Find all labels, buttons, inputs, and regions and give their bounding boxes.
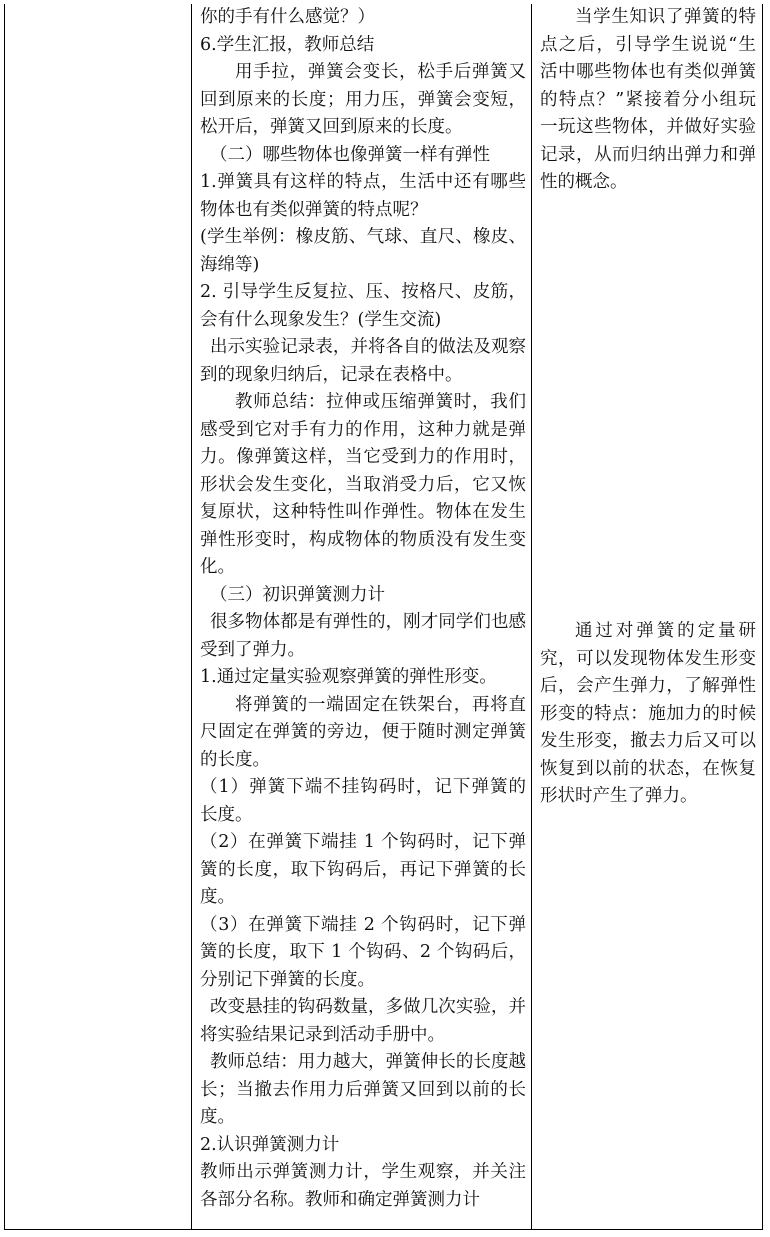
experiment-step: （1）弹簧下端不挂钩码时，记下弹簧的长度。 — [200, 777, 526, 825]
paragraph: 2. 引导学生反复拉、压、按格尺、皮筋，会有什么现象发生？(学生交流) — [200, 282, 526, 330]
section-heading: （二）哪些物体也像弹簧一样有弹性 — [210, 144, 490, 165]
paragraph: 你的手有什么感觉？） — [200, 7, 375, 27]
step-heading: 2.认识弹簧测力计 — [200, 1134, 340, 1155]
teaching-process-column — [200, 4, 526, 1214]
paragraph: 1.弹簧具有这样的特点，生活中还有哪些物体也有类似弹簧的特点呢？ — [200, 172, 526, 220]
paragraph: 很多物体都是有弹性的，刚才同学们也感受到了弹力。 — [200, 612, 526, 660]
teacher-summary: 教师总结：拉伸或压缩弹簧时，我们感受到它对手有力的作用，这种力就是弹力。像弹簧这样，当它受到力的作用时，形状会发生变化，当取消受力后，它又恢复原状，这种特性叫作弹性。物体在发生弹性形变时，构成物体的物质没有发生变化。 — [200, 392, 526, 577]
experiment-step: （2）在弹簧下端挂 1 个钩码时，记下弹簧的长度，取下钩码后，再记下弹簧的长度。 — [200, 832, 526, 907]
paragraph: 用手拉，弹簧会变长，松手后弹簧又回到原来的长度；用力压，弹簧会变短，松开后，弹簧又回到原来的长度。 — [200, 62, 526, 137]
paragraph: 出示实验记录表，并将各自的做法及观察到的现象归纳后，记录在表格中。 — [200, 337, 526, 385]
step-heading: 6.学生汇报，教师总结 — [200, 34, 375, 55]
paragraph: 改变悬挂的钩码数量，多做几次实验，并将实验结果记录到活动手册中。 — [200, 997, 526, 1045]
paragraph: 教师出示弹簧测力计，学生观察，并关注各部分名称。教师和确定弹簧测力计 — [200, 1162, 526, 1210]
column-divider — [191, 4, 192, 1230]
paragraph: 将弹簧的一端固定在铁架台，再将直尺固定在弹簧的旁边，便于随时测定弹簧的长度。 — [200, 694, 526, 770]
section-heading: （三）初识弹簧测力计 — [210, 584, 385, 605]
paragraph: (学生举例：橡皮筋、气球、直尺、橡皮、海绵等) — [200, 227, 526, 275]
design-intent-paragraph: 当学生知识了弹簧的特点之后，引导学生说说“生活中哪些物体也有类似弹簧的特点？”紧接着分小组玩一玩这些物体，并做好实验记录，从而归纳出弹力和弹性的概念。 — [540, 7, 756, 192]
column-divider — [531, 4, 532, 1230]
design-intent-column — [540, 4, 756, 806]
experiment-step: （3）在弹簧下端挂 2 个钩码时，记下弹簧的长度，取下 1 个钩码、2 个钩码后，分别记下弹簧的长度。 — [200, 914, 526, 990]
design-intent-paragraph: 通过对弹簧的定量研究，可以发现物体发生形变后，会产生弹力，了解弹性形变的特点：施加力的时候发生形变，撤去力后又可以恢复到以前的状态，在恢复形状时产生了弹力。 — [540, 621, 756, 806]
step-heading: 1.通过定量实验观察弹簧的弹性形变。 — [200, 667, 497, 687]
teacher-summary: 教师总结：用力越大，弹簧伸长的长度越长；当撤去作用力后弹簧又回到以前的长度。 — [200, 1052, 526, 1127]
